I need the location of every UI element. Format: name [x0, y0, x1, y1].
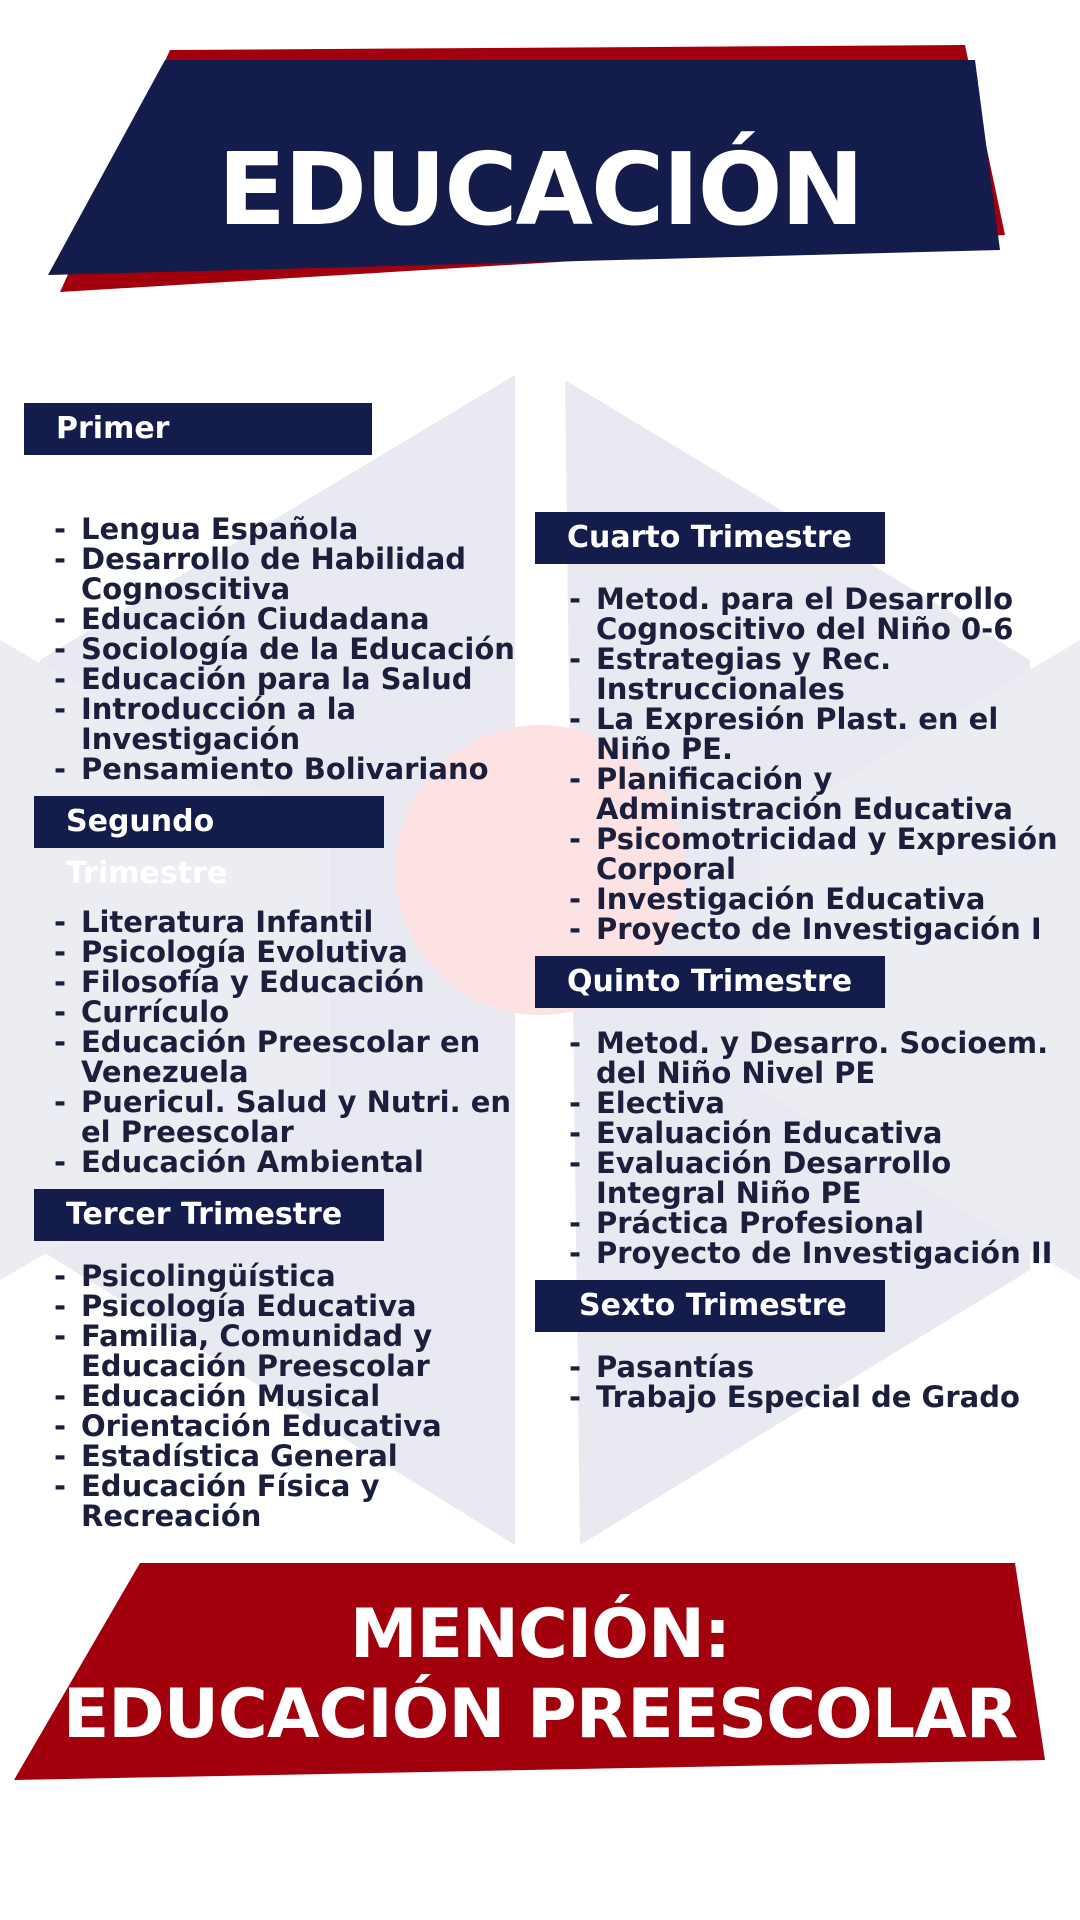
section-header: Segundo Trimestre — [34, 796, 384, 848]
list-item: - Electiva — [569, 1086, 725, 1120]
section-primer-trimestre — [0, 403, 530, 784]
list-item: - Proyecto de Investigación I — [569, 912, 1042, 946]
list-item: - Puericul. Salud y Nutri. en el Preescolar — [54, 1085, 512, 1149]
list-item: - Psicología Educativa — [54, 1289, 417, 1323]
list-item: - Lengua Española — [54, 512, 359, 546]
course-list — [535, 584, 1080, 944]
list-item: - Pensamiento Bolivariano — [54, 752, 489, 786]
list-item: - Psicología Evolutiva — [54, 935, 408, 969]
left-column — [0, 403, 530, 1543]
list-item: - Familia, Comunidad y Educación Preescolar — [54, 1319, 433, 1383]
list-item: - Metod. para el Desarrollo Cognoscitivo del Niño 0-6 — [569, 582, 1014, 646]
mention-banner — [0, 1555, 1080, 1805]
mention-label: MENCIÓN: — [349, 1595, 731, 1674]
section-cuarto-trimestre — [535, 512, 1080, 944]
section-header: Sexto Trimestre — [535, 1280, 885, 1332]
mention-value: EDUCACIÓN PREESCOLAR — [62, 1675, 1018, 1755]
list-item: - Evaluación Desarrollo Integral Niño PE — [569, 1146, 952, 1210]
page-title: EDUCACIÓN — [217, 131, 863, 248]
list-item: - Educación Musical — [54, 1379, 381, 1413]
list-item: - Educación Ciudadana — [54, 602, 430, 636]
list-item: - Evaluación Educativa — [569, 1116, 943, 1150]
list-item: - Estrategias y Rec. Instruccionales — [569, 642, 892, 706]
course-list — [0, 907, 530, 1177]
section-header: Tercer Trimestre — [34, 1189, 384, 1241]
course-list — [0, 1261, 530, 1531]
right-column — [535, 512, 1080, 1424]
section-sexto-trimestre — [535, 1280, 1080, 1412]
list-item: - Metod. y Desarro. Socioem. del Niño Nivel PE — [569, 1026, 1049, 1090]
list-item: - Trabajo Especial de Grado — [569, 1380, 1020, 1414]
list-item: - Sociología de la Educación — [54, 632, 515, 666]
list-item: - Educación Física y Recreación — [54, 1469, 380, 1533]
list-item: - Currículo — [54, 995, 230, 1029]
list-item: - Orientación Educativa — [54, 1409, 442, 1443]
list-item: - Educación Ambiental — [54, 1145, 424, 1179]
section-header: Cuarto Trimestre — [535, 512, 885, 564]
list-item: - Planificación y Administración Educativa — [569, 762, 1013, 826]
list-item: - La Expresión Plast. en el Niño PE. — [569, 702, 999, 766]
mention-text — [0, 1595, 1080, 1755]
course-list — [535, 1352, 1080, 1412]
list-item: - Práctica Profesional — [569, 1206, 925, 1240]
list-item: - Pasantías — [569, 1350, 755, 1384]
section-header: Primer Trimestre — [24, 403, 372, 455]
list-item: - Introducción a la Investigación — [54, 692, 357, 756]
list-item: - Educación para la Salud — [54, 662, 473, 696]
list-item: - Desarrollo de Habilidad Cognoscitiva — [54, 542, 467, 606]
section-quinto-trimestre — [535, 956, 1080, 1268]
course-list — [535, 1028, 1080, 1268]
section-tercer-trimestre — [0, 1189, 530, 1531]
section-segundo-trimestre — [0, 796, 530, 1177]
title-banner — [0, 35, 1080, 305]
list-item: - Psicolingüística — [54, 1259, 336, 1293]
section-header: Quinto Trimestre — [535, 956, 885, 1008]
list-item: - Literatura Infantil — [54, 905, 374, 939]
list-item: - Psicomotricidad y Expresión Corporal — [569, 822, 1058, 886]
list-item: - Filosofía y Educación — [54, 965, 425, 999]
list-item: - Investigación Educativa — [569, 882, 986, 916]
list-item: - Estadística General — [54, 1439, 398, 1473]
course-list — [0, 514, 530, 784]
list-item: - Educación Preescolar en Venezuela — [54, 1025, 481, 1089]
list-item: - Proyecto de Investigación II — [569, 1236, 1053, 1270]
